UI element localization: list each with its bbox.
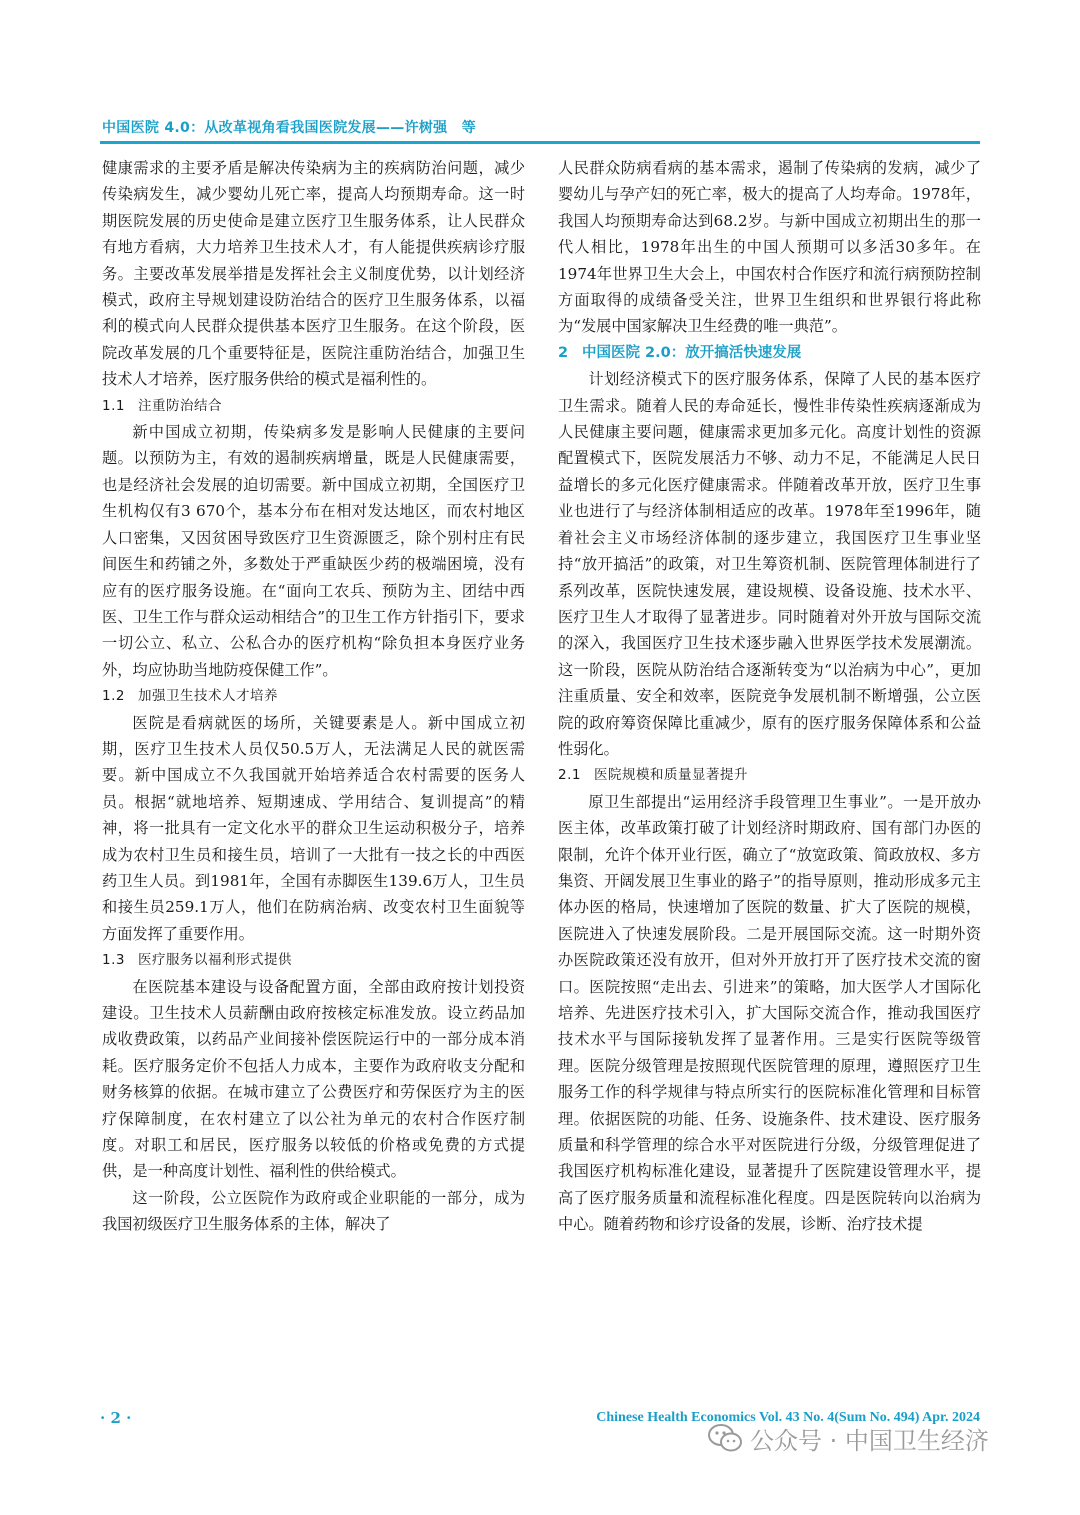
section-title: 医院规模和质量显著提升 <box>594 767 748 784</box>
paragraph: 健康需求的主要矛盾是解决传染病为主的疾病防治问题，减少传染病发生，减少婴幼儿死亡率，提高人均预期寿命。这一时期医院发展的历史使命是建立医疗卫生服务体系，让人民群众有地方看病，大力培养卫生技术人才，有人能提供疾病诊疗服务。主要改革发展举措是发挥社会主义制度优势，以计划经济模式，政府主导规划建设防治结合的医疗卫生服务体系，以福利的模式向人民群众提供基本医疗卫生服务。在这个阶段，医院改革发展的几个重要特征是，医院注重防治结合，加强卫生技术人才培养，医疗服务供给的模式是福利性的。 <box>102 159 525 389</box>
section-number: 1.3 <box>102 952 125 969</box>
paragraph: 新中国成立初期，传染病多发是影响人民健康的主要问题。以预防为主，有效的遏制疾病增量，既是人民健康需要，也是经济社会发展的迫切需要。新中国成立初期，全国医疗卫生机构仅有3 670个，基本分布在相对发达地区，而农村地区人口密集，又因贫困导致医疗卫生资源匮乏，除个别村庄有民间医生和药铺之外，多数处于严重缺医少药的极端困境，没有应有的医疗服务设施。在“面向工农兵、预防为主、团结中西医、卫生工作与群众运动相结合”的卫生工作方针指引下，要求一切公立、私立、公私合办的医疗机构“除负担本身医疗业务外，均应协助当地防疫保健工作”。 <box>102 423 525 679</box>
section-title: 注重防治结合 <box>138 397 222 414</box>
section-number: 2 <box>558 344 569 361</box>
watermark <box>708 1420 989 1456</box>
section-heading-1-1 <box>102 393 525 419</box>
header-rule <box>100 141 980 144</box>
section-number: 2.1 <box>558 767 581 784</box>
section-heading-2-1 <box>558 762 981 788</box>
paragraph: 在医院基本建设与设备配置方面，全部由政府按计划投资建设。卫生技术人员薪酬由政府按核定标准发放。设立药品加成收费政策，以药品产业间接补偿医院运行中的一部分成本消耗。医疗服务定价不包括人力成本，主要作为政府收支分配和财务核算的依据。在城市建立了公费医疗和劳保医疗为主的医疗保障制度，在农村建立了以公社为单元的农村合作医疗制度。对职工和居民，医疗服务以较低的价格或免费的方式提供，是一种高度计划性、福利性的供给模式。 <box>102 977 525 1181</box>
section-title: 医疗服务以福利形式提供 <box>138 952 292 969</box>
paragraph: 人民群众防病看病的基本需求，遏制了传染病的发病，减少了婴幼儿与孕产妇的死亡率，极大的提高了人均寿命。1978年，我国人均预期寿命达到68.2岁。与新中国成立初期出生的那一代人相比，1978年出生的中国人预期可以多活30多年。在1974年世界卫生大会上，中国农村合作医疗和流行病预防控制方面取得的成绩备受关注，世界卫生组织和世界银行将此称为“发展中国家解决卫生经费的唯一典范”。 <box>558 159 981 336</box>
section-title: 中国医院 2.0：放开搞活快速发展 <box>582 344 802 361</box>
section-number: 1.2 <box>102 688 125 705</box>
page-number: · 2 · <box>100 1409 132 1427</box>
paragraph: 计划经济模式下的医疗服务体系，保障了人民的基本医疗卫生需求。随着人民的寿命延长，慢性非传染性疾病逐渐成为人民健康主要问题，健康需求更加多元化。高度计划性的资源配置模式下，医院发展活力不够、动力不足，不能满足人民日益增长的多元化医疗健康需求。伴随着改革开放，医疗卫生事业也进行了与经济体制相适应的改革。1978年至1996年，随着社会主义市场经济体制的逐步建立，我国医疗卫生事业坚持“放开搞活”的政策，对卫生筹资机制、医院管理体制进行了系列改革，医院快速发展，建设规模、设备设施、技术水平、医疗卫生人才取得了显著进步。同时随着对外开放与国际交流的深入，我国医疗卫生技术逐步融入世界医学技术发展潮流。这一阶段，医院从防治结合逐渐转变为“以治病为中心”，更加注重质量、安全和效率，医院竞争发展机制不断增强，公立医院的政府筹资保障比重减少，原有的医疗服务保障体系和公益性弱化。 <box>558 370 981 758</box>
left-column <box>102 155 525 1238</box>
right-column <box>558 155 981 1238</box>
section-heading-2 <box>558 340 981 366</box>
section-number: 1.1 <box>102 397 125 414</box>
running-title: 中国医院 4.0：从改革视角看我国医院发展——许树强 等 <box>102 120 477 136</box>
journal-citation: Chinese Health Economics Vol. 43 No. 4(Sum No. 494) Apr. 2024 <box>596 1410 980 1425</box>
section-title: 加强卫生技术人才培养 <box>138 688 278 705</box>
paragraph: 医院是看病就医的场所，关键要素是人。新中国成立初期，医疗卫生技术人员仅50.5万人，无法满足人民的就医需要。新中国成立不久我国就开始培养适合农村需要的医务人员。根据“就地培养、短期速成、学用结合、复训提高”的精神，将一批具有一定文化水平的群众卫生运动积极分子，培养成为农村卫生员和接生员，培训了一大批有一技之长的中西医药卫生人员。到1981年，全国有赤脚医生139.6万人，卫生员和接生员259.1万人，他们在防病治病、改变农村卫生面貌等方面发挥了重要作用。 <box>102 713 525 943</box>
section-heading-1-2 <box>102 683 525 709</box>
wechat-icon <box>708 1423 742 1453</box>
section-heading-1-3 <box>102 947 525 973</box>
paragraph: 原卫生部提出“运用经济手段管理卫生事业”。一是开放办医主体，改革政策打破了计划经济时期政府、国有部门办医的限制，允许个体开业行医，确立了“放宽政策、简政放权、多方集资、开阔发展卫生事业的路子”的指导原则，推动形成多元主体办医的格局，快速增加了医院的数量、扩大了医院的规模，医院进入了快速发展阶段。二是开展国际交流。这一时期外资办医院政策还没有放开，但对外开放打开了医疗技术交流的窗口。医院按照“走出去、引进来”的策略，加大医学人才国际化培养、先进医疗技术引入，扩大国际交流合作，推动我国医疗技术水平与国际接轨发挥了显著作用。三是实行医院等级管理。医院分级管理是按照现代医院管理的原理，遵照医疗卫生服务工作的科学规律与特点所实行的医院标准化管理和目标管理。依据医院的功能、任务、设施条件、技术建设、医疗服务质量和科学管理的综合水平对医院进行分级，分级管理促进了我国医疗机构标准化建设，显著提升了医院建设管理水平，提高了医疗服务质量和流程标准化程度。四是医院转向以治病为中心。随着药物和诊疗设备的发展，诊断、治疗技术提 <box>558 792 981 1234</box>
paragraph: 这一阶段，公立医院作为政府或企业职能的一部分，成为我国初级医疗卫生服务体系的主体，解决了 <box>102 1188 525 1234</box>
watermark-text: 公众号 · 中国卫生经济 <box>750 1426 989 1455</box>
